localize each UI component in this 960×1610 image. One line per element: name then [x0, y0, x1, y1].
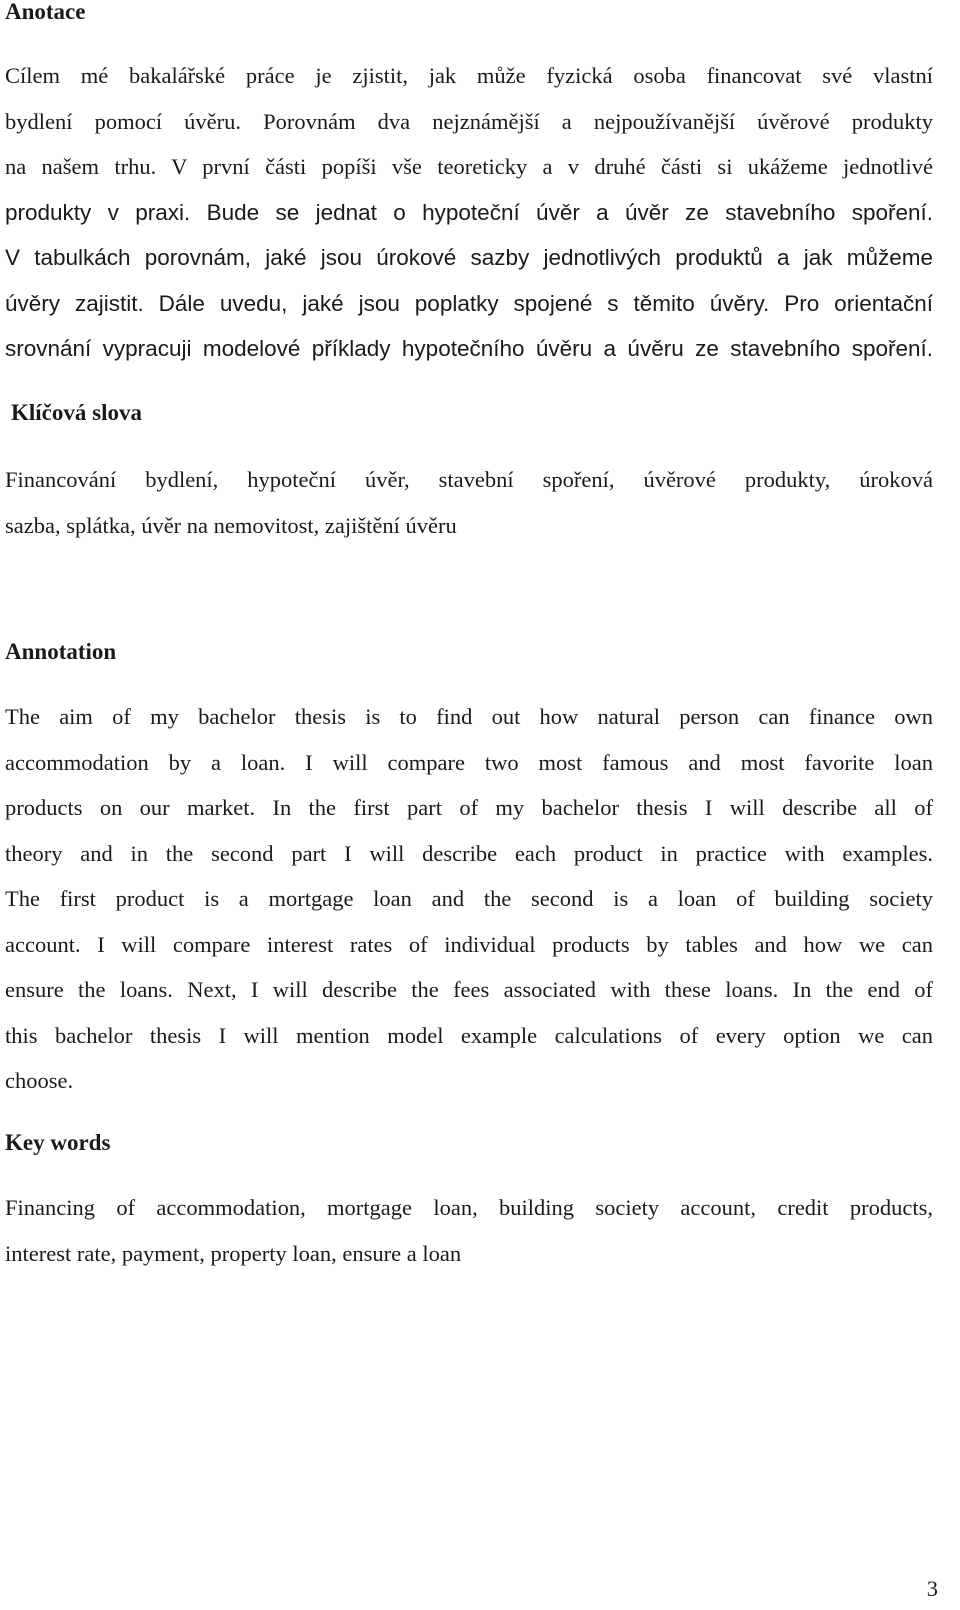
page-number: 3 [926, 1576, 938, 1601]
klicova-slova-line: sazba, splátka, úvěr na nemovitost, zajištění úvěru [5, 512, 457, 538]
key-words-paragraph [5, 1185, 933, 1276]
annotation-line: ensure the loans. Next, I will describe the fees associated with these loans. In the end of [5, 977, 933, 1002]
annotation-line: theory and in the second part I will describe each product in practice with examples. [5, 840, 933, 866]
annotation-line: choose. [5, 1068, 74, 1093]
anotace-line: bydlení pomocí úvěru. Porovnám dva nejznámější a nejpoužívanější úvěrové produkty [5, 108, 933, 134]
anotace-line: V tabulkách porovnám, jaké jsou úrokové sazby jednotlivých produktů a jak můžeme [5, 245, 933, 270]
anotace-line: produkty v praxi. Bude se jednat o hypoteční úvěr a úvěr ze stavebního spoření. [5, 199, 933, 225]
annotation-line: account. I will compare interest rates of individual products by tables and how we can [5, 931, 933, 957]
annotation-heading: Annotation [5, 639, 117, 664]
annotation-line: products on our market. In the first part of my bachelor thesis I will describe all of [5, 795, 933, 820]
annotation-paragraph [5, 694, 933, 1104]
klicova-slova-line: Financování bydlení, hypoteční úvěr, stavební spoření, úvěrové produkty, úroková [5, 467, 933, 492]
anotace-paragraph [5, 53, 933, 372]
annotation-line: The first product is a mortgage loan and the second is a loan of building society [5, 886, 933, 911]
annotation-line: this bachelor thesis I will mention model example calculations of every option we can [5, 1022, 933, 1048]
key-words-line: Financing of accommodation, mortgage loan, building society account, credit products, [5, 1195, 933, 1220]
annotation-line: accommodation by a loan. I will compare two most famous and most favorite loan [5, 749, 933, 775]
klicova-slova-paragraph [5, 457, 933, 548]
anotace-heading: Anotace [5, 0, 86, 24]
klicova-slova-heading: Klíčová slova [11, 400, 142, 425]
anotace-line: Cílem mé bakalářské práce je zjistit, jak může fyzická osoba financovat své vlastní [5, 63, 933, 88]
anotace-line: srovnání vypracuji modelové příklady hypotečního úvěru a úvěru ze stavebního spoření. [5, 336, 933, 361]
annotation-line: The aim of my bachelor thesis is to find out how natural person can finance own [5, 704, 933, 729]
key-words-heading: Key words [5, 1130, 111, 1155]
anotace-line: na našem trhu. V první části popíši vše teoreticky a v druhé části si ukážeme jednotlivé [5, 154, 933, 179]
key-words-line: interest rate, payment, property loan, ensure a loan [5, 1240, 462, 1266]
anotace-line: úvěry zajistit. Dále uvedu, jaké jsou poplatky spojené s těmito úvěry. Pro orientační [5, 290, 933, 316]
